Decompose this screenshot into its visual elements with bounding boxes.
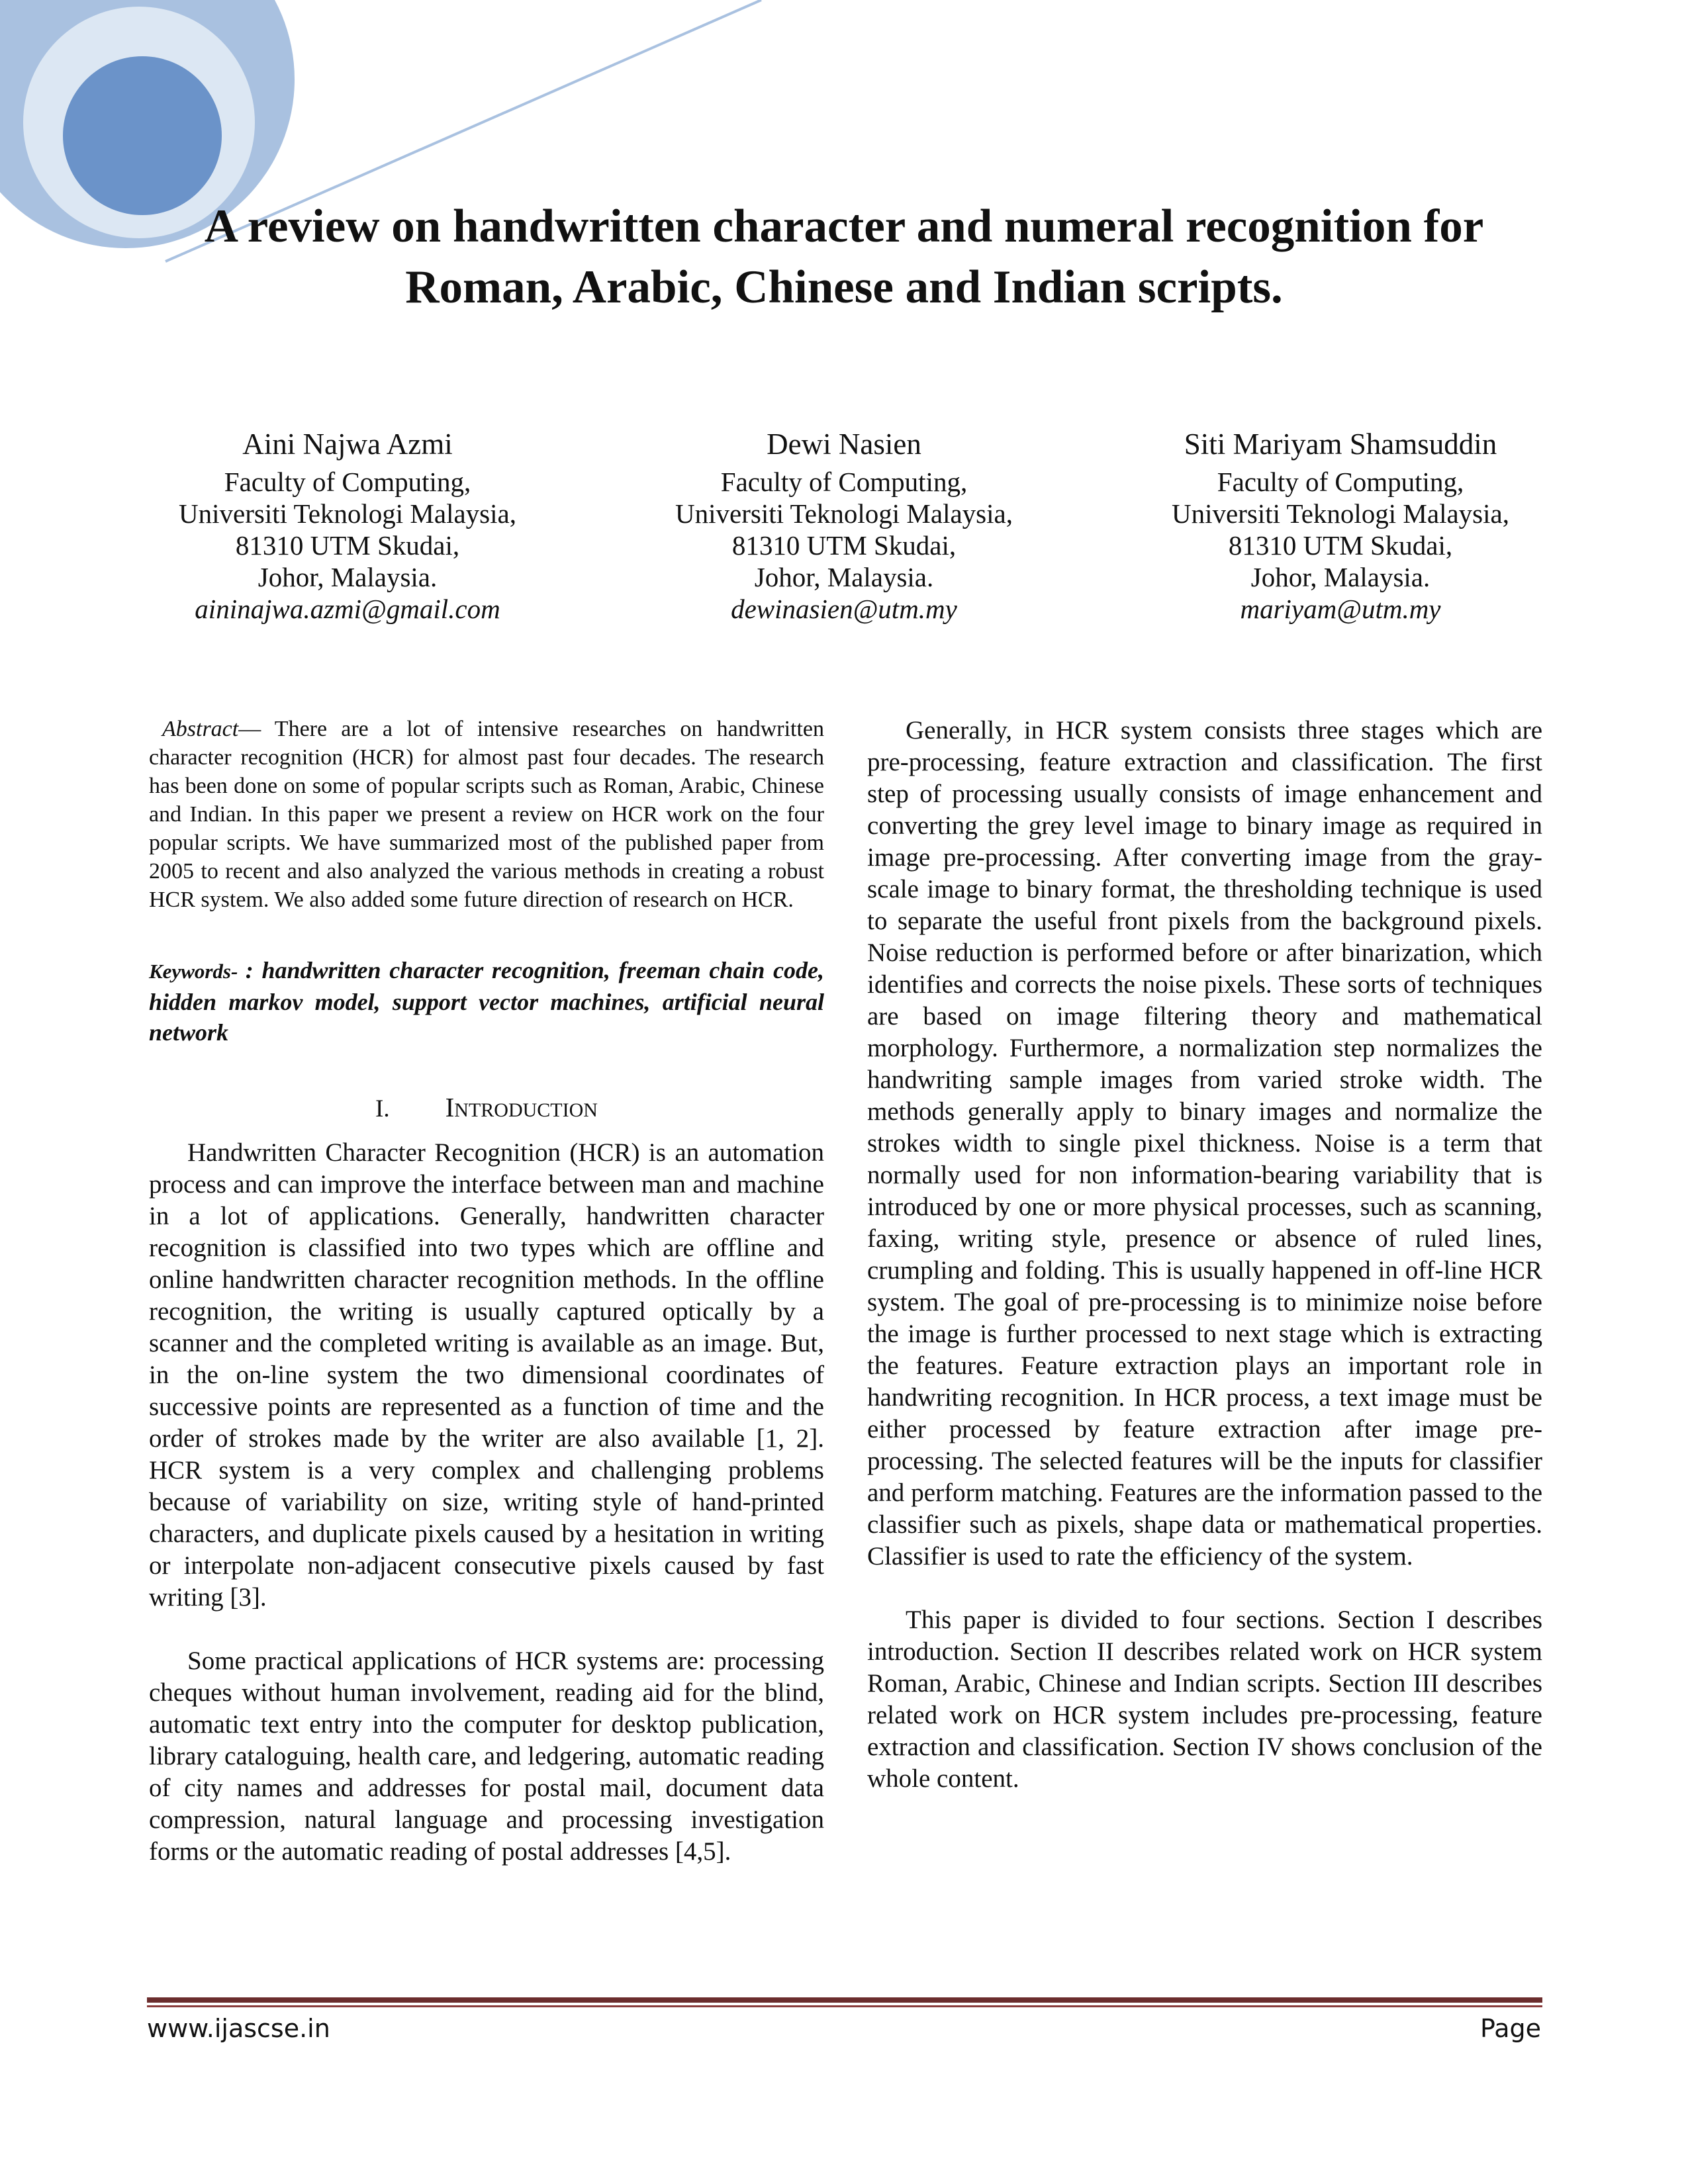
author-affiliation: Universiti Teknologi Malaysia,	[1172, 498, 1509, 529]
section-heading-introduction	[149, 1093, 824, 1125]
footer-rule-thick	[147, 1997, 1542, 2003]
left-column	[149, 715, 824, 1868]
body-paragraph-1: Generally, in HCR system consists three stages which are pre-processing, feature extraction and classification. The first step of processing usually consists of image enhancement and converting the grey level image to binary image as required in image pre-processing. After converting image from the gray-scale image to binary format, the thresholding technique is used to separate the useful front pixels from the background pixels. Noise reduction is performed before or after binarization, which identifies and corrects the noise pixels. These sorts of techniques are based on image filtering theory and mathematical morphology. Furthermore, a normalization step normalizes the handwriting sample images from varied stroke width. The methods generally apply to binary images and normalize the strokes width to single pixel thickness. Noise is a term that normally used for non information-bearing variability that is introduced by one or more physical processes, such as scanning, faxing, writing style, presence or absence of ruled lines, crumpling and folding. This is usually happened in off-line HCR system. The goal of pre-processing is to minimize noise before the image is further processed to next stage which is extracting the features. Feature extraction plays an important role in handwriting recognition. In HCR process, a text image must be either processed by feature extraction after image pre-processing. The selected features will be the inputs for classifier and perform matching. Features are the information passed to the classifier such as pixels, shape data or mathematical properties. Classifier is used to rate the efficiency of the system.	[867, 716, 1542, 1570]
author-affiliation: 81310 UTM Skudai,	[1228, 530, 1453, 561]
author-affiliation: 81310 UTM Skudai,	[235, 530, 460, 561]
keywords	[149, 955, 824, 1048]
author-affiliation: Johor, Malaysia.	[258, 562, 438, 592]
title-line-2: Roman, Arabic, Chinese and Indian scripts.	[405, 261, 1283, 313]
keywords-text: : handwritten character recognition, freeman chain code, hidden markov model, support vector machines, artificial neural network	[149, 957, 824, 1046]
title-line-1: A review on handwritten character and numeral recognition for	[204, 201, 1484, 252]
section-title-rest: NTRODUCTION	[454, 1099, 598, 1121]
author-affiliation: Universiti Teknologi Malaysia,	[179, 498, 516, 529]
abstract	[149, 715, 824, 914]
abstract-dash: —	[238, 717, 275, 741]
author-block-3	[1102, 425, 1579, 625]
abstract-label: Abstract	[162, 717, 239, 741]
author-block-2	[606, 425, 1082, 625]
intro-paragraph-2: Some practical applications of HCR systems are: processing cheques without human involvement, reading aid for the blind, automatic text entry into the computer for desktop publication, library cataloguing, health care, and ledgering, automatic reading of city names and addresses for postal mail, document data compression, natural language and processing investigation forms or the automatic reading of postal addresses [4,5].	[149, 1647, 824, 1866]
section-title-initial: I	[445, 1092, 455, 1122]
author-block-1	[109, 425, 586, 625]
footer-page-label: Page	[1480, 2014, 1541, 2043]
footer-rule-thin	[147, 2005, 1542, 2007]
author-email: dewinasien@utm.my	[731, 594, 957, 624]
author-name: Aini Najwa Azmi	[242, 428, 453, 461]
keywords-label: Keywords-	[149, 960, 246, 983]
footer-rule	[147, 1997, 1542, 2007]
right-column	[867, 715, 1542, 1795]
author-affiliation: Johor, Malaysia.	[754, 562, 934, 592]
decor-inner-circle	[63, 56, 222, 215]
author-affiliation: Faculty of Computing,	[224, 467, 471, 497]
intro-paragraph-1: Handwritten Character Recognition (HCR) is an automation process and can improve the interface between man and machine in a lot of applications. Generally, handwritten character recognition is classified into two types which are offline and online handwritten character recognition methods. In the offline recognition, the writing is usually captured optically by a scanner and the completed writing is available as an image. But, in the on-line system the two dimensional coordinates of successive points are represented as a function of time and the order of strokes made by the writer are also available [1, 2]. HCR system is a very complex and challenging problems because of variability on size, writing style of hand-printed characters, and duplicate pixels caused by a hesitation in writing or interpolate non-adjacent consecutive pixels caused by fast writing [3].	[149, 1138, 824, 1612]
section-number: I.	[375, 1095, 390, 1122]
author-name: Siti Mariyam Shamsuddin	[1184, 428, 1497, 461]
footer-website: www.ijascse.in	[147, 2014, 330, 2043]
author-affiliation: Faculty of Computing,	[1217, 467, 1464, 497]
abstract-text: There are a lot of intensive researches on handwritten character recognition (HCR) for almost past four decades. The research has been done on some of popular scripts such as Roman, Arabic, Chinese and Indian. In this paper we present a review on HCR work on the four popular scripts. We have summarized most of the published paper from 2005 to recent and also analyzed the various methods in creating a robust HCR system. We also added some future direction of research on HCR.	[149, 717, 825, 912]
author-name: Dewi Nasien	[767, 428, 921, 461]
author-email: mariyam@utm.my	[1240, 594, 1441, 624]
author-affiliation: Johor, Malaysia.	[1250, 562, 1430, 592]
author-affiliation: Faculty of Computing,	[720, 467, 968, 497]
author-email: aininajwa.azmi@gmail.com	[195, 594, 500, 624]
author-affiliation: Universiti Teknologi Malaysia,	[675, 498, 1013, 529]
body-paragraph-2: This paper is divided to four sections. Section I describes introduction. Section II describes related work on HCR system Roman, Arabic, Chinese and Indian scripts. Section III describes related work on HCR system includes pre-processing, feature extraction and classification. Section IV shows conclusion of the whole content.	[867, 1606, 1542, 1793]
author-affiliation: 81310 UTM Skudai,	[731, 530, 957, 561]
paper-title	[132, 196, 1556, 318]
